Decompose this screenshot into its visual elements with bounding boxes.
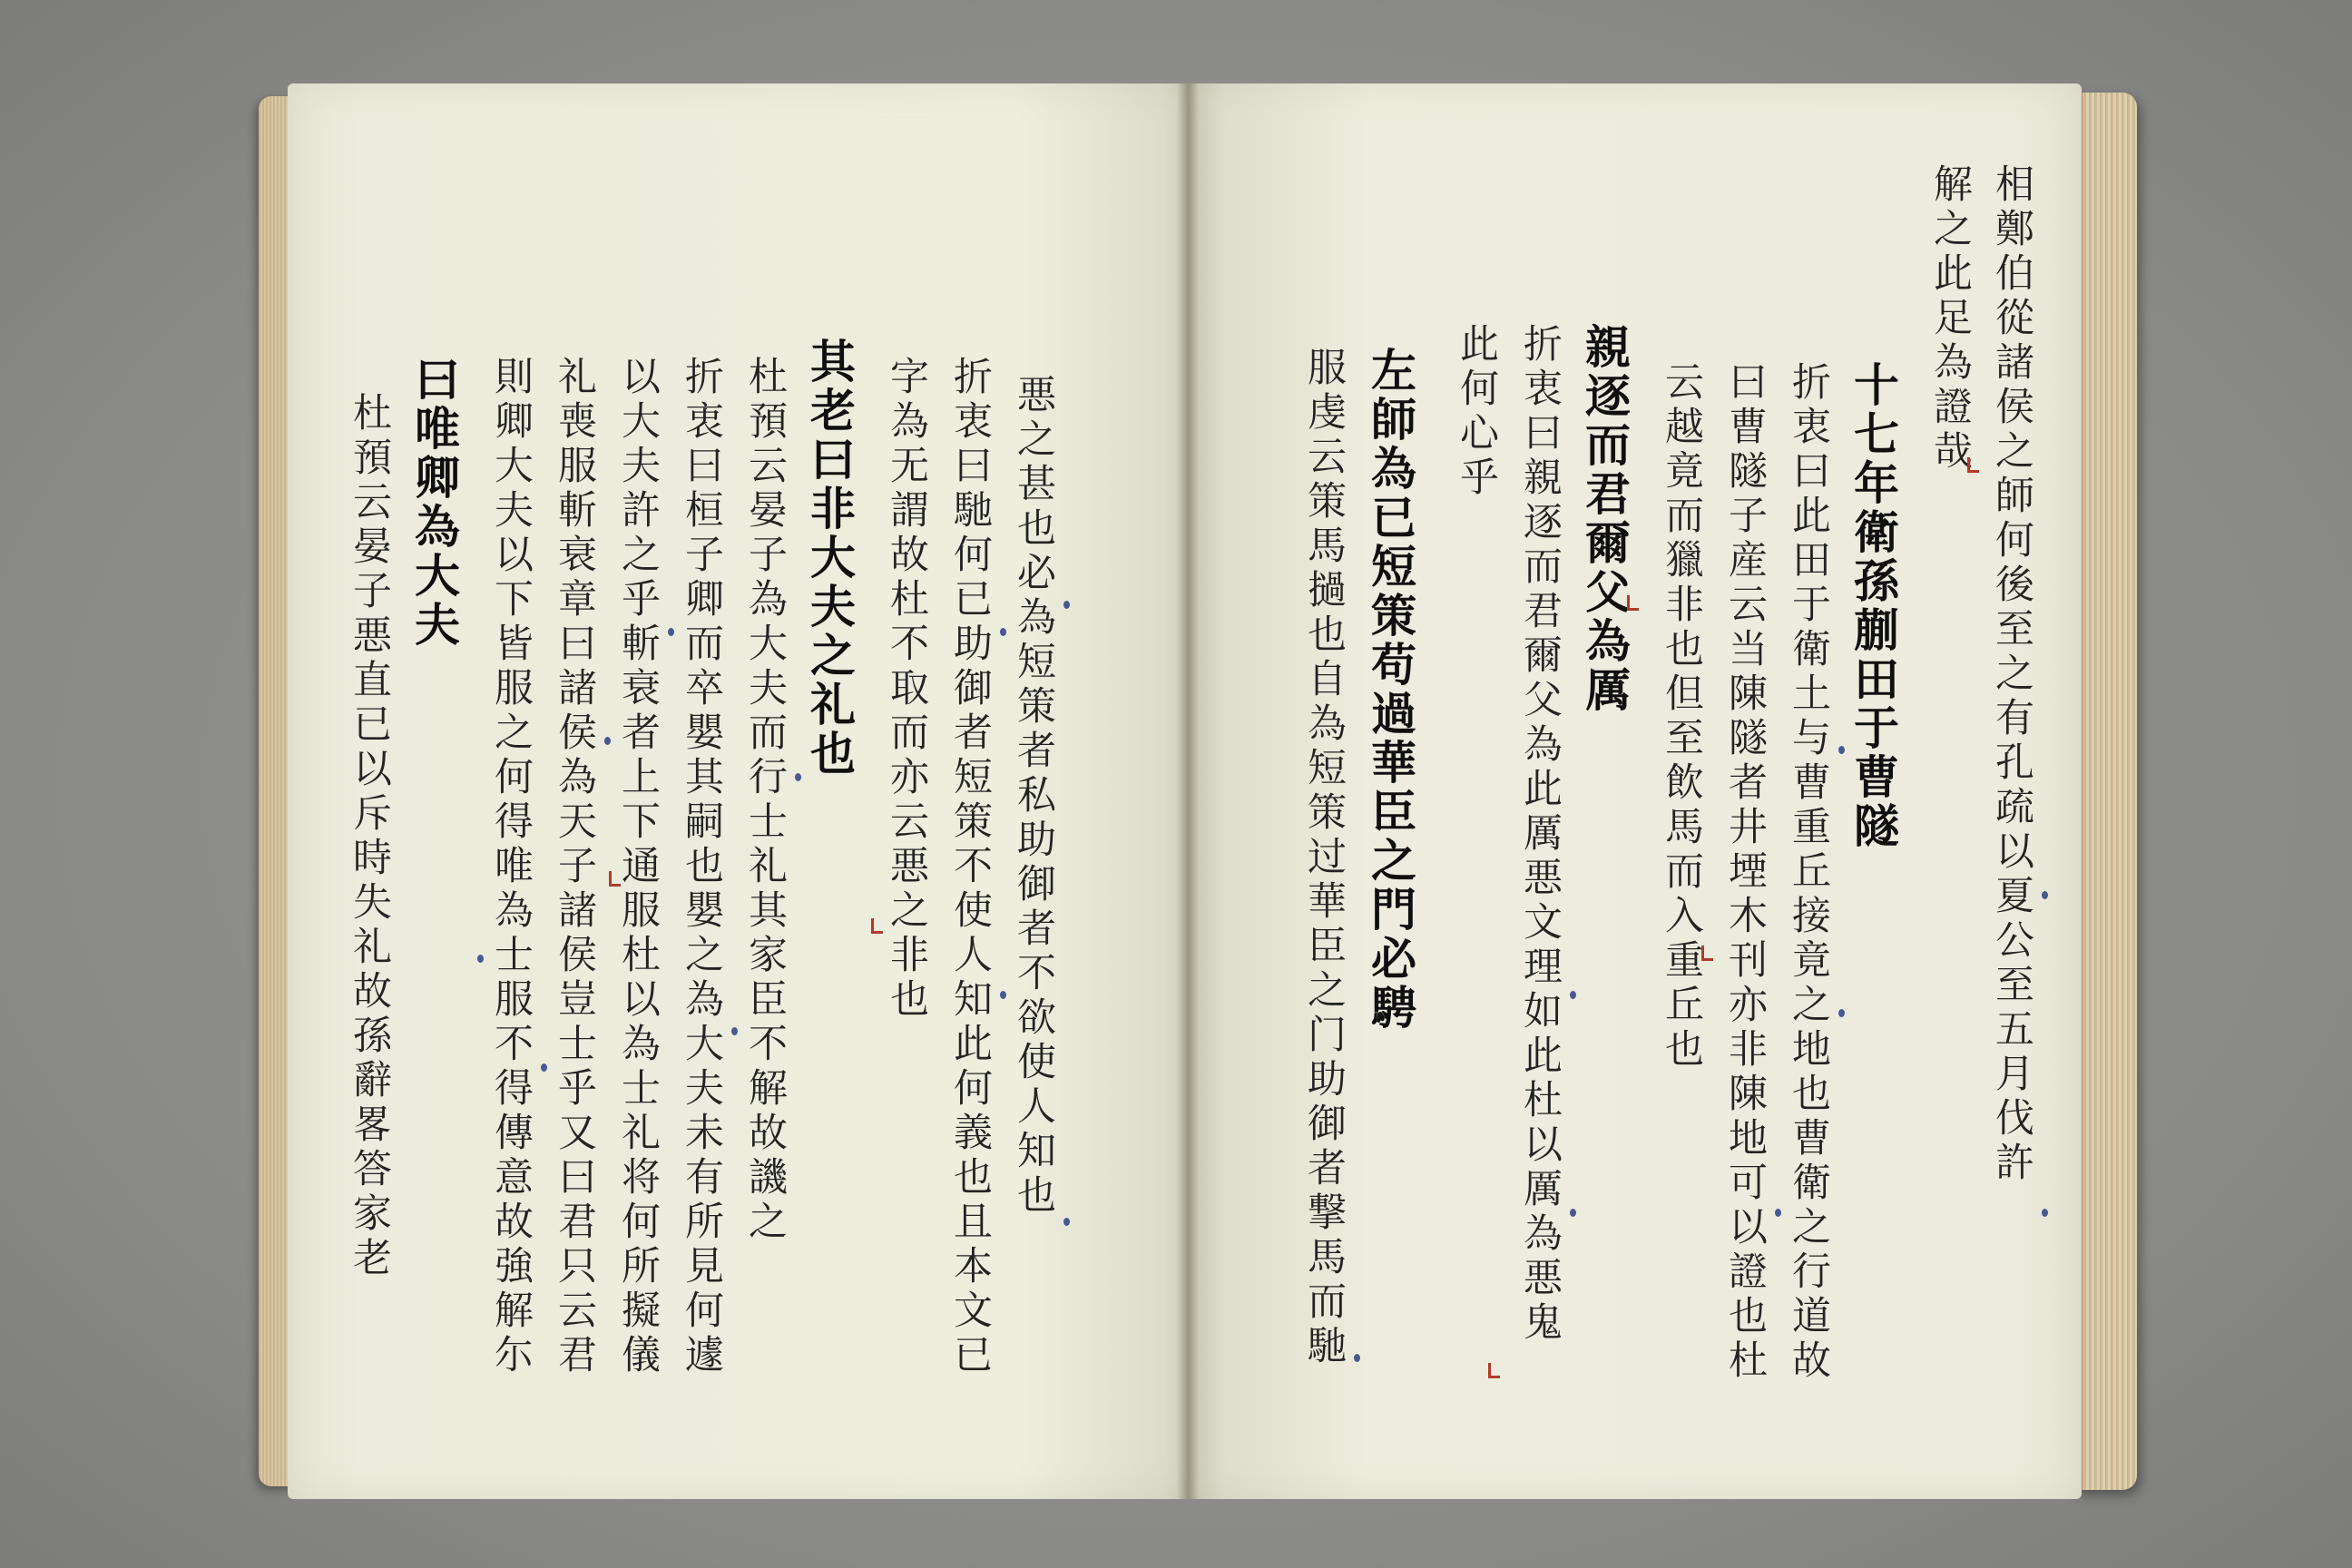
right-col-8: 折衷曰親逐而君爾父為此厲悪文理如此杜以厲為悪鬼 [1517,323,1563,1346]
blue-punctuation-dot [1063,601,1070,609]
left-col-9: 則卿大夫以下皆服之何得唯為士服不得傳意故強解尓 [488,356,534,1378]
left-col-5: 杜預云晏子為大夫而行士礼其家臣不解故譏之 [742,356,788,1245]
left-col-2: 折衷曰馳何已助御者短策不使人知此何義也且本文已 [947,356,993,1378]
left-col-11: 杜預云晏子悪直已以斥時失礼故孫辭畧答家老 [347,392,392,1281]
left-col-7: 以大夫許之乎斬衰者上下通服杜以為士礼将何所擬儀 [615,356,661,1378]
blue-punctuation-dot [1838,746,1845,754]
left-col-4: 其老曰非大夫之礼也 [803,338,857,779]
red-reading-mark [1627,595,1639,611]
left-col-6: 折衷曰桓子卿而卒嬰其嗣也嬰之為大夫未有所見何遽 [679,356,724,1378]
right-col-1: 相鄭伯從諸侯之師何後至之有孔疏以夏公至五月伐許 [1989,163,2034,1186]
left-col-8: 礼喪服斬衰章曰諸侯為天子諸侯豈士乎又曰君只云君 [552,356,597,1378]
blue-punctuation-dot [1775,1209,1781,1217]
right-col-7: 親逐而君爾父為厲 [1578,323,1632,715]
open-book [259,83,2137,1499]
red-reading-mark [1488,1363,1500,1378]
blue-punctuation-dot [2042,1209,2048,1217]
left-col-3: 字為无謂故杜不取而亦云悪之非也 [884,356,929,1023]
blue-punctuation-dot [1000,628,1006,636]
blue-punctuation-dot [1354,1354,1360,1362]
blue-punctuation-dot [1838,1009,1845,1017]
blue-punctuation-dot [1000,991,1006,999]
red-reading-mark [1701,946,1713,961]
right-col-6: 云越竟而獵非也但至飲馬而入重丘也 [1659,361,1704,1073]
blue-punctuation-dot [2042,891,2048,899]
right-col-11: 服虔云策馬撾也自為短策过華臣之门助御者撃馬而馳 [1301,347,1347,1369]
blue-punctuation-dot [604,737,611,745]
red-reading-mark [609,871,621,887]
blue-punctuation-dot [477,955,484,963]
red-reading-mark [871,918,883,934]
left-col-1: 悪之甚也必為短策者私助御者不欲使人知也 [1011,374,1056,1219]
right-col-9: 此何心乎 [1454,323,1499,501]
right-col-3: 十七年衛孫蒯田于曹隧 [1847,361,1900,851]
page-edge-right [2073,93,2137,1490]
blue-punctuation-dot [731,1027,738,1035]
right-col-5: 曰曹隧子産云当陳隧者井堙木刊亦非陳地可以證也杜 [1722,361,1768,1384]
right-col-10: 左師為已短策苟過華臣之門必騁 [1364,347,1417,1033]
blue-punctuation-dot [1570,991,1576,999]
red-reading-mark [1967,457,1979,473]
blue-punctuation-dot [668,628,674,636]
blue-punctuation-dot [541,1063,547,1072]
left-col-10: 曰唯卿為大夫 [407,356,461,650]
book-gutter [1177,83,1199,1499]
right-col-4: 折衷曰此田于衛土与曹重丘接竟之地也曹衛之行道故 [1786,361,1831,1384]
blue-punctuation-dot [1570,1209,1576,1217]
blue-punctuation-dot [1063,1218,1070,1226]
blue-punctuation-dot [795,773,801,781]
right-col-2: 解之此足為證哉 [1927,163,1973,475]
